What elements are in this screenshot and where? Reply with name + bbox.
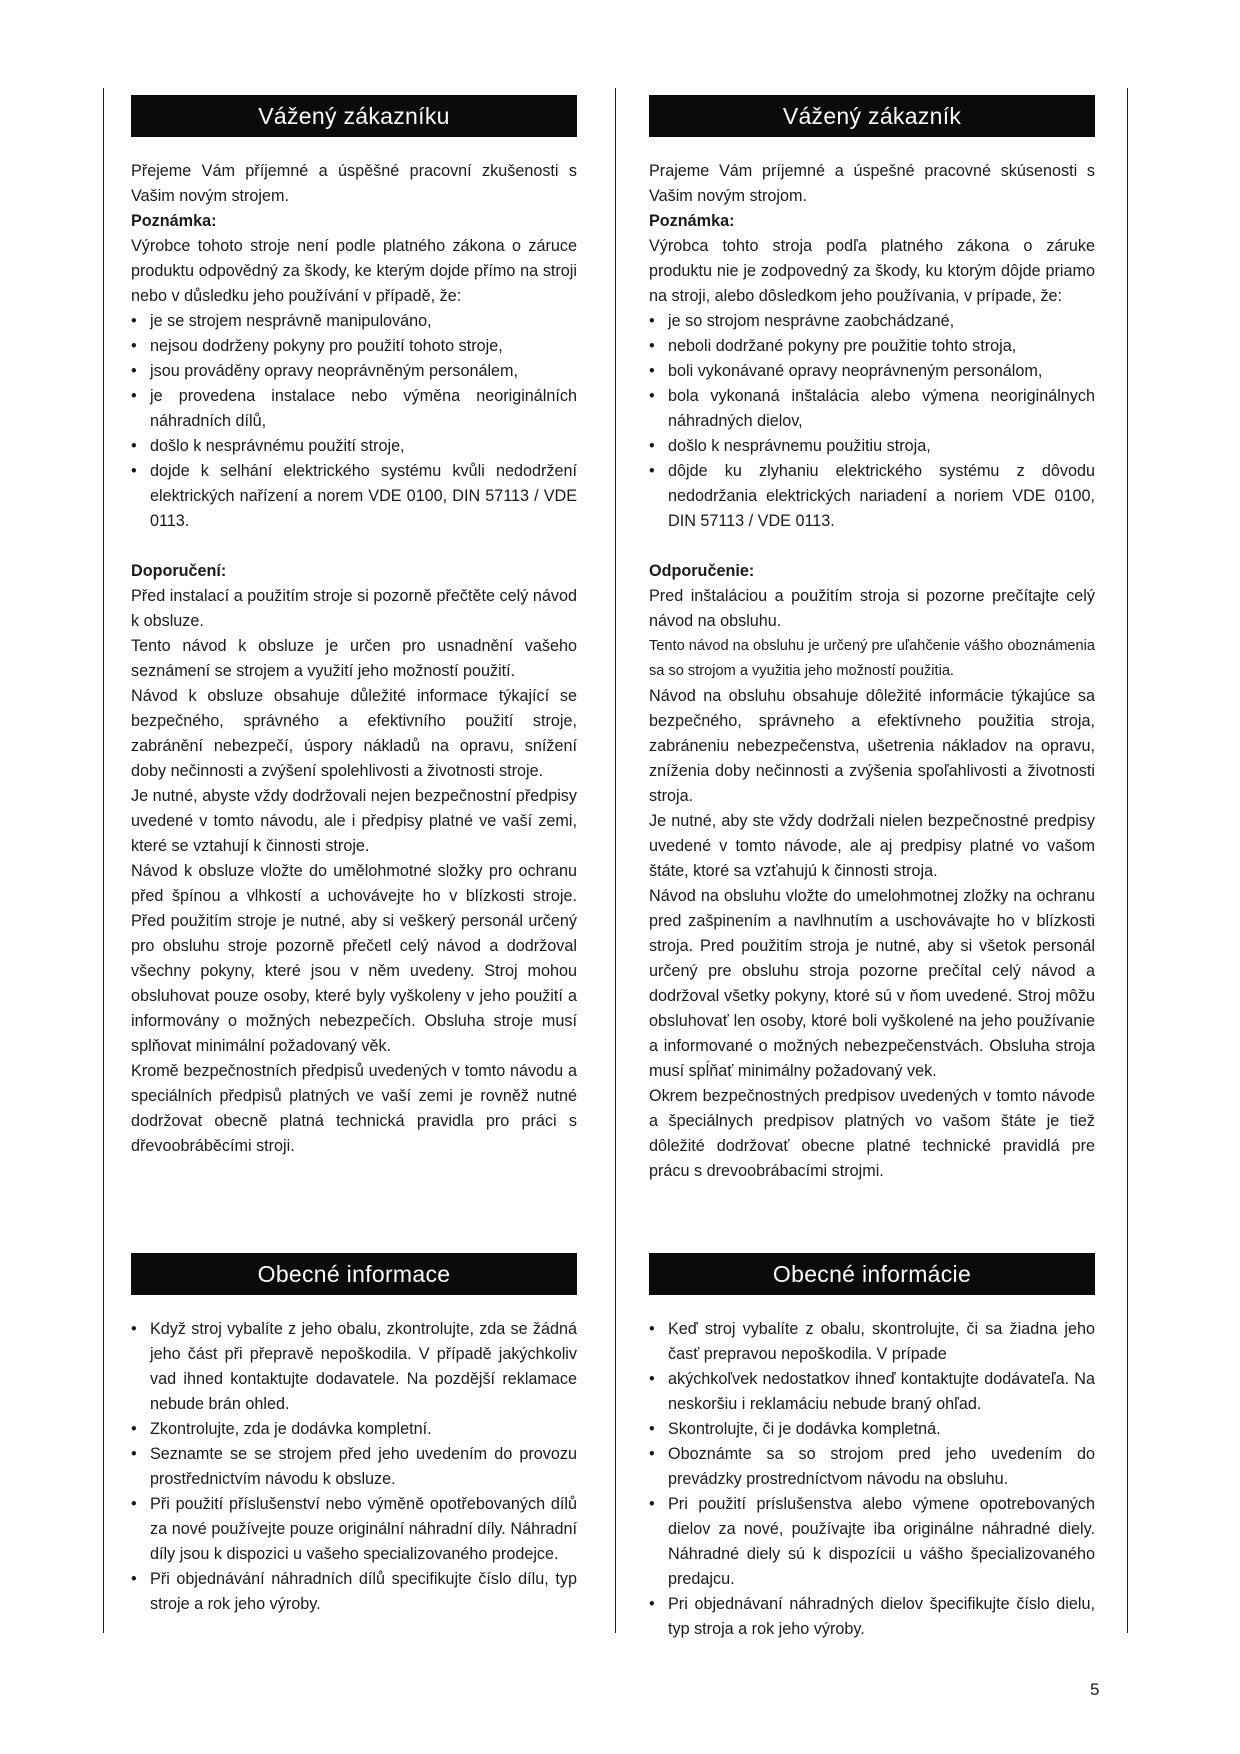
- section-header-general-info: Obecné informácie: [649, 1253, 1095, 1295]
- page-number: 5: [1090, 1680, 1100, 1699]
- recommendation-label: Odporučenie:: [649, 562, 755, 580]
- recommendation-paragraph: Návod k obsluze vložte do umělohmotné složky pro ochranu před špínou a vlhkostí a uchovávejte ho v blízkosti stroje. Před použitím stroje je nutné, aby si veškerý personál určený pro obsluhu stroje pozorně přečetl celý návod a dodržoval všechny pokyny, které jsou v něm uvedeny. Stroj mohou obsluhovat pouze osoby, které byly vyškoleny v jeho použití a informovány o možných nebezpečích. Obsluha stroje musí splňovat minimální požadovaný věk.: [131, 862, 577, 1055]
- recommendation-label: Doporučení:: [131, 562, 227, 580]
- list-item: • je provedena instalace nebo výměna neoriginálních náhradních dílů,: [131, 384, 577, 434]
- list-item: • dojde k selhání elektrického systému kvůli nedodržení elektrických nařízení a norem VDE 0100, DIN 57113 / VDE 0113.: [131, 459, 577, 534]
- list-item: • Zkontrolujte, zda je dodávka kompletní.: [131, 1417, 577, 1442]
- list-item: • neboli dodržané pokyny pre použitie tohto stroja,: [649, 334, 1095, 359]
- list-item: • Seznamte se se strojem před jeho uvedením do provozu prostřednictvím návodu k obsluze.: [131, 1442, 577, 1492]
- vertical-rule-center: [615, 88, 616, 1633]
- recommendation-paragraph: Tento návod na obsluhu je určený pre uľahčenie vášho oboznámenia sa so strojom a využitia jeho možností použitia.: [649, 638, 1095, 679]
- vertical-rule-right: [1127, 88, 1128, 1633]
- note-label: Poznámka:: [131, 212, 217, 230]
- czech-column: [131, 95, 577, 1159]
- section-header-general-info: Obecné informace: [131, 1253, 577, 1295]
- list-item: • je so strojom nesprávne zaobchádzané,: [649, 309, 1095, 334]
- list-item: • je se strojem nesprávně manipulováno,: [131, 309, 577, 334]
- list-item: • dôjde ku zlyhaniu elektrického systému z dôvodu nedodržania elektrických nariadení a noriem VDE 0100, DIN 57113 / VDE 0113.: [649, 459, 1095, 534]
- vertical-rule-left: [103, 88, 104, 1633]
- list-item: • jsou prováděny opravy neoprávněným personálem,: [131, 359, 577, 384]
- recommendation-paragraph: Tento návod k obsluze je určen pro usnadnění vašeho seznámení se strojem a využití jeho možností použití.: [131, 637, 577, 680]
- general-info-list: [131, 1317, 577, 1617]
- list-item: • Oboznámte sa so strojom pred jeho uvedením do prevádzky prostredníctvom návodu na obsluhu.: [649, 1442, 1095, 1492]
- list-item: • nejsou dodrženy pokyny pro použití tohoto stroje,: [131, 334, 577, 359]
- list-item: • došlo k nesprávnému použití stroje,: [131, 434, 577, 459]
- recommendation-paragraph: Návod k obsluze obsahuje důležité informace týkající se bezpečného, správného a efektivního použití stroje, zabránění nebezpečí, úspory nákladů na opravu, snížení doby nečinnosti a zvýšení spolehlivosti a životnosti stroje.: [131, 687, 577, 780]
- list-item: • Pri použití príslušenstva alebo výmene opotrebovaných dielov za nové, používajte iba originálne náhradné diely. Náhradné diely sú k dispozícii u vášho špecializovaného predajcu.: [649, 1492, 1095, 1592]
- recommendation-paragraph: Návod na obsluhu vložte do umelohmotnej zložky na ochranu pred zašpinením a navlhnutím a uschovávajte ho v blízkosti stroja. Pred použitím stroja je nutné, aby si všetok personál určený pre obsluhu stroja pozorne prečítal celý návod a dodržoval všetky pokyny, ktoré sú v ňom uvedené. Stroj môžu obsluhovať len osoby, ktoré boli vyškolené na jeho používanie a informované o možných nebezpečenstvách. Obsluha stroja musí spĺňať minimálny požadovaný vek.: [649, 887, 1095, 1080]
- section-header-dear-customer: Vážený zákazníku: [131, 95, 577, 137]
- recommendation-paragraph: Návod na obsluhu obsahuje dôležité informácie týkajúce sa bezpečného, správneho a efektívneho použitia stroja, zabráneniu nebezpečenstva, ušetrenia nákladov na opravu, zníženia doby nečinnosti a zvýšenia spoľahlivosti a životnosti stroja.: [649, 687, 1095, 805]
- slovak-general-info: [649, 1253, 1095, 1642]
- list-item: • došlo k nesprávnemu použitiu stroja,: [649, 434, 1095, 459]
- recommendation-paragraph: Je nutné, aby ste vždy dodržali nielen bezpečnostné predpisy uvedené v tomto návode, ale aj predpisy platné vo vašom štáte, ktoré sa vzťahujú k činnosti stroja.: [649, 812, 1095, 880]
- list-item: • Při použití příslušenství nebo výměně opotřebovaných dílů za nové používejte pouze originální náhradní díly. Náhradní díly jsou k dispozici u vašeho specializovaného prodejce.: [131, 1492, 577, 1567]
- section-header-dear-customer: Vážený zákazník: [649, 95, 1095, 137]
- list-item: • Skontrolujte, či je dodávka kompletná.: [649, 1417, 1095, 1442]
- recommendation-paragraph: Kromě bezpečnostních předpisů uvedených v tomto návodu a speciálních předpisů platných ve vaší zemi je rovněž nutné dodržovat obecně platná technická pravidla pro práci s dřevoobráběcími stroji.: [131, 1062, 577, 1155]
- note-text: Výrobce tohoto stroje není podle platného zákona o záruce produktu odpovědný za škody, ke kterým dojde přímo na stroji nebo v důsledku jeho používání v případě, že:: [131, 237, 577, 305]
- list-item: • boli vykonávané opravy neoprávneným personálom,: [649, 359, 1095, 384]
- recommendation-paragraph: Pred inštaláciou a použitím stroja si pozorne prečítajte celý návod na obsluhu.: [649, 587, 1095, 630]
- note-label: Poznámka:: [649, 212, 735, 230]
- intro-text: Přejeme Vám příjemné a úspěšné pracovní zkušenosti s Vašim novým strojem.: [131, 162, 577, 205]
- note-list: [649, 309, 1095, 534]
- list-item: • Keď stroj vybalíte z obalu, skontrolujte, či sa žiadna jeho časť prepravou nepoškodila. V prípade: [649, 1317, 1095, 1367]
- recommendation-paragraph: Okrem bezpečnostných predpisov uvedených v tomto návode a špeciálnych predpisov platných vo vašom štáte je tiež dôležité dodržovať obecne platné technické pravidlá pre prácu s drevoobrábacími strojmi.: [649, 1087, 1095, 1180]
- note-text: Výrobca tohto stroja podľa platného zákona o záruke produktu nie je zodpovedný za škody, ku ktorým dôjde priamo na stroji, alebo dôsledkom jeho používania, v prípade, že:: [649, 237, 1095, 305]
- intro-text: Prajeme Vám príjemné a úspešné pracovné skúsenosti s Vašim novým strojom.: [649, 162, 1095, 205]
- note-list: [131, 309, 577, 534]
- list-item: • bola vykonaná inštalácia alebo výmena neoriginálnych náhradných dielov,: [649, 384, 1095, 434]
- general-info-list: [649, 1317, 1095, 1642]
- recommendation-paragraph: Je nutné, abyste vždy dodržovali nejen bezpečnostní předpisy uvedené v tomto návodu, ale i předpisy platné ve vaší zemi, které se vztahují k činnosti stroje.: [131, 787, 577, 855]
- list-item: • Pri objednávaní náhradných dielov špecifikujte číslo dielu, typ stroja a rok jeho výroby.: [649, 1592, 1095, 1642]
- list-item: • Když stroj vybalíte z jeho obalu, zkontrolujte, zda se žádná jeho část při přepravě nepoškodila. V případě jakýchkoliv vad ihned kontaktujte dodavatele. Na pozdější reklamace nebude brán ohled.: [131, 1317, 577, 1417]
- list-item: • Při objednávání náhradních dílů specifikujte číslo dílu, typ stroje a rok jeho výroby.: [131, 1567, 577, 1617]
- czech-general-info: [131, 1253, 577, 1617]
- recommendation-paragraph: Před instalací a použitím stroje si pozorně přečtěte celý návod k obsluze.: [131, 587, 577, 630]
- slovak-column: [649, 95, 1095, 1184]
- list-item: • akýchkoľvek nedostatkov ihneď kontaktujte dodávateľa. Na neskoršiu i reklamáciu nebude braný ohľad.: [649, 1367, 1095, 1417]
